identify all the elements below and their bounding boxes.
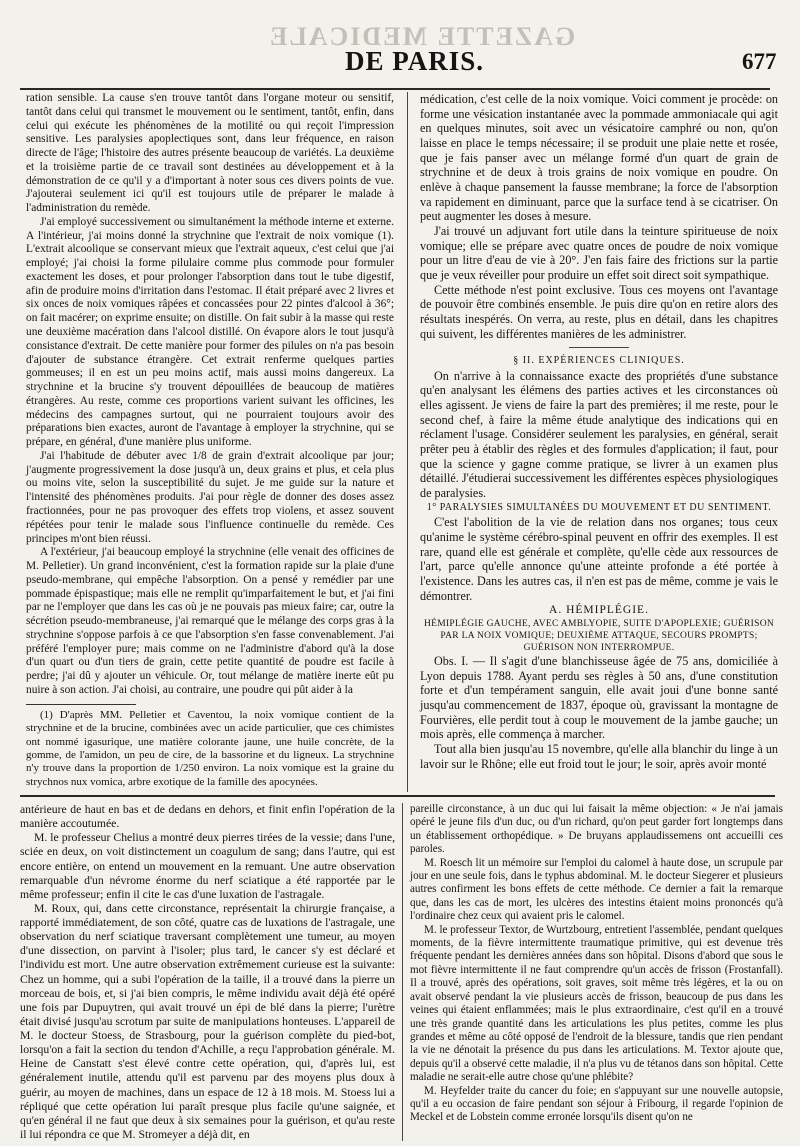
paragraph: M. Roesch lit un mémoire sur l'emploi du calomel à haute dose, un scrupule par jour en une seule fois, dans le typhus abdominal. M. le docteur Siegerer et plusieurs autres confirment les bons effets de cette méthode. Ce dernier a fait la remarque que, dans les cas de mort, les ulcères des intestins étaient moins prononcés qu'à l'ordinaire chez ceux qui avaient pris le calomel.	[410, 856, 783, 923]
paragraph: Cette méthode n'est point exclusive. Tous ces moyens ont l'avantage de pouvoir être combinés ensemble. Je puis dire qu'on en retire alors des résultats inespérés. On verra, au reste, plus en détail, dans les chapitres qui suivent, les différentes manières de les administrer.	[420, 282, 778, 341]
section-rule	[569, 347, 629, 348]
section-divider	[20, 795, 775, 797]
column-bottom-right	[410, 803, 783, 1125]
paragraph: A l'extérieur, j'ai beaucoup employé la strychnine (elle venait des officines de M. Pelletier). Un grand inconvénient, c'est la formation rapide sur la plaie d'une pseudo-membrane, qui empêche l'absorption. On a pensé y remédier par une pommade épispastique; mais elle ne remplit qu'imparfaitement le but, et j'ai fini par ne l'employer que dans les cas où je ne pouvais pas mieux faire; car, outre la sécrétion pseudo-membraneuse, j'ai remarqué que le mélange des corps gras à la strychnine s'oppose parfois à ce que l'absorption s'en fasse convenablement. J'ai préféré l'employer pure; mais comme on ne l'administre d'abord qu'à la dose d'un quart ou d'un tiers de grain, cette petite quantité de poudre est facile à perdre; j'ai dû y ajouter un véhicule. Or, tout mélange de matière inerte eût pu nuire à son action. J'ai choisi, au contraire, une poudre qui pût aider à la	[26, 546, 394, 696]
paragraph: J'ai trouvé un adjuvant fort utile dans la teinture spiritueuse de noix vomique; elle se prépare avec quatre onces de poudre de noix vomique pour un litre d'eau de vie à 20°. J'en fais faire des frictions sur la partie que je veux réveiller pour produire un effet soit direct soit sympathique.	[420, 223, 778, 282]
bleed-through-masthead: GAZETTE MEDICALE	[268, 22, 576, 51]
column-divider	[407, 92, 408, 792]
paragraph: M. le professeur Textor, de Wurtzbourg, entretient l'assemblée, pendant quelques moments, de la fièvre intermittente traumatique primitive, qui est devenue très fréquente pendant les dernières années dans son hôpital. Disons d'abord que sous le mot fièvre intermittente il ne faut comprendre qu'un accès de frisson (Frostanfall). Il a trouvé, après des opérations, soit graves, soit même très légères, et la ou on avait observé pendant la vie plusieurs accès de frisson, beaucoup de pus dans les veines qui étaient enflammées; mais le plus extraordinaire, c'est qu'il en a trouvé une très grande quantité dans les articulations les plus petites, comme les plus grandes et même au côté opposé de l'endroit de la blessure, tandis que rien pendant la vie ne dénotait la présence du pus dans les articulations. M. Textor ajoute que, depuis qu'il a observé cette maladie, il n'a plus vu de tétanos dans son hôpital. Cette maladie ne serait-elle autre chose qu'une phlébite?	[410, 923, 783, 1084]
footnote: (1) D'après MM. Pelletier et Caventou, la noix vomique contient de la strychnine et de la brucine, combinées avec un acide particulier, que ces chimistes ont nommé igasurique, une matière colorante jaune, une huile concrète, de la gomme, de l'amidon, un peu de cire, de la bassorine et du ligneux. La strychnine n'y trouve dans la proportion de 1/250 environ. La noix vomique est la graine du strychnos nux vomica, arbre exotique de la famille des apocynées.	[26, 708, 394, 788]
column-top-right	[420, 92, 778, 771]
page-number: 677	[742, 49, 777, 74]
subsection-heading: 1° PARALYSIES SIMULTANÉES DU MOUVEMENT ET DU SENTIMENT.	[426, 501, 772, 513]
paragraph: C'est l'abolition de la vie de relation dans nos organes; tous ceux qu'anime le système cérébro-spinal peuvent en offrir des exemples. Il est rare, quand elle est générale et complète, qu'elle cède aux ressources de l'art, parce qu'elle annonce qu'une atteinte profonde a été portée à l'existence. Dans les autres cas, il n'en est pas de même, comme je vais le démontrer.	[420, 515, 778, 603]
paragraph: antérieure de haut en bas et de dedans en dehors, et finit enfin l'opération de la manière accoutumée.	[20, 803, 395, 831]
page-title: DE PARIS.	[345, 46, 485, 76]
case-heading: HÉMIPLÉGIE GAUCHE, AVEC AMBLYOPIE, SUITE D'APOPLEXIE; GUÉRISON PAR LA NOIX VOMIQUE; DEUXIÈME ATTAQUE, SECOURS PROMPTS; GUÉRISON NON INTERROMPUE.	[423, 618, 775, 653]
paragraph: M. Roux, qui, dans cette circonstance, représentait la chirurgie française, a rapporté immédiatement, de son côté, quatre cas de luxations de l'astragale, une observation du nerf sciatique traversant complètement une tumeur, au moyen d'une dissection, on parvint à l'isoler; plus tard, le cancer s'y est déclaré et l'individu est mort. Une autre observation extrêmement curieuse est la suivante: Chez un homme, qui a subi l'opération de la taille, il a trouvé dans la pierre un morceau de bois, et, si j'ai bien compris, le même individu avait déjà été opéré une fois par Dupuytren, qui avait trouvé un épi de blé dans la pierre; l'urètre était divisé jusqu'au scrotum par suite de manipulations honteuses. L'appareil de M. le docteur Stoess, de Strasbourg, pour la guérison complète du pied-bot, lorsqu'on a fait la section du tendon d'Achille, a reçu l'approbation générale. M. Heine de Canstatt s'est élevé contre cette opération, qui, d'après lui, est généralement inutile, attendu qu'il est parvenu par des moyens plus doux à guérir, au moyen de machines, dans un espace de 12 à 18 mois. M. Stoess lui a répliqué que cette opération lui paraît presque plus facile qu'une saignée, et qu'en général il ne faut que deux à six semaines pour la guérison, et qu'au reste il lui répondra ce que M. Stromeyer a déjà dit, en	[20, 901, 395, 1141]
paragraph: On n'arrive à la connaissance exacte des propriétés d'une substance qu'en analysant les élémens des parties actives et les circonstances où elles agissent. Je viens de faire la part des premières; il me reste, pour le second chef, à faire la même étude analytique des indications qui en réclament l'usage. Considérer seulement les paralysies, en général, serait prêter peu à établir des règles et des formules d'application; il faut, pour que la science y gagne comme pratique, se livrer à un examen plus détaillé. J'étudierai successivement les différentes espèces physiologiques de paralysies.	[420, 368, 778, 501]
paragraph: ration sensible. La cause s'en trouve tantôt dans l'organe moteur ou sensitif, tantôt dans celui qui transmet le mouvement ou le sentiment, tantôt, enfin, dans celui qui exécute les phénomènes de la motilité ou qui reçoit l'impression sensitive. Les paralysies apoplectiques sont, dans leur fréquence, en raison directe de l'âge; l'histoire des autres présente beaucoup de variétés. La deuxième et la troisième partie de ce travail sont destinées au développement et à la démonstration de ce qu'il y a d'important à noter sous ces divers points de vue. J'ajouterai seulement ici qu'il est toujours utile de préparer le malade à l'administration du remède.	[26, 92, 394, 215]
paragraph: médication, c'est celle de la noix vomique. Voici comment je procède: on forme une vésication instantanée avec la pommade ammoniacale qui agit en quelques minutes, soit avec un vésicatoire camphré ou non, qu'on laisse en place le temps nécessaire; il se produit une plaie nette et rosée, que je fais panser avec un mélange formé d'un quart de grain de strychnine et de deux à trois grains de noix vomique en poudre. On enlève à chaque pansement la fausse membrane; la force de l'absorption va rapidement en diminuant, parce que la surface tend à se cicatriser. On peut augmenter les doses à mesure.	[420, 92, 778, 224]
paragraph: J'ai l'habitude de débuter avec 1/8 de grain d'extrait alcoolique par jour; j'augmente progressivement la dose jusqu'à un, deux grains et plus, et cela plus ou moins vite, selon la susceptibilité du sujet. Je me guide sur la nature et l'intensité des phénomènes produits. J'ai pour règle de donner des doses assez fractionnées, pour ne pas provoquer des effets trop violens, et assez souvent répétées pour tenir le malade sous l'influence continuelle du remède. Ces principes m'ont bien réussi.	[26, 449, 394, 545]
paragraph: pareille circonstance, à un duc qui lui faisait la même objection: « Je n'ai jamais opéré le jeune fils d'un duc, ou d'un richard, qu'on peut garder fort longtemps dans un établissement orthopédique. » De bruyans applaudissemens ont accueilli ces paroles.	[410, 803, 783, 856]
paragraph: Tout alla bien jusqu'au 15 novembre, qu'elle alla blanchir du linge à un lavoir sur le Rhône; elle eut froid tout le jour; le soir, après avoir monté	[420, 741, 778, 771]
header-rule	[20, 88, 770, 90]
letter-heading: A. HÉMIPLÉGIE.	[549, 604, 649, 617]
paragraph: Obs. I. — Il s'agit d'une blanchisseuse âgée de 75 ans, domiciliée à Lyon depuis 1788. Ayant perdu ses règles à 50 ans, d'une constitution forte et d'un tempérament sanguin, elle avait joui d'une bonne santé jusqu'au commencement de 1837, époque où, gravissant la montagne de Fourvières, elle perdit tout à coup le mouvement de la jambe gauche; un mois après, elle commença à marcher.	[420, 653, 778, 742]
paragraph: M. Heyfelder traite du cancer du foie; en s'appuyant sur une nouvelle autopsie, qu'il a eu occasion de faire pendant son séjour à Fribourg, il regarde l'opinion de Meckel et de Lobstein comme erronée lorsqu'ils disent qu'on ne	[410, 1084, 783, 1124]
paragraph: M. le professeur Chelius a montré deux pierres tirées de la vessie; dans l'une, sciée en deux, on voit distinctement un coagulum de sang; dans l'autre, qui est encore entière, on entend un mouvement en la remuant. Une autre observation remarquable d'un névrome énorme du nerf sciatique a été rapportée par le même professeur; enfin il cite le cas d'une luxation de l'astragale.	[20, 831, 395, 901]
column-bottom-left	[20, 803, 395, 1142]
column-divider	[402, 803, 403, 1141]
footnote-rule	[26, 704, 136, 705]
column-top-left	[26, 92, 394, 789]
section-heading: § II. EXPÉRIENCES CLINIQUES.	[513, 355, 685, 367]
paragraph: J'ai employé successivement ou simultanément la méthode interne et externe. A l'intérieur, j'ai moins donné la strychnine que l'extrait de noix vomique (1). L'extrait alcoolique se conservant mieux que l'extrait aqueux, c'est celui que j'ai employé; j'ai choisi la forme pilulaire comme plus commode pour formuler exactement les doses, et pour prolonger l'absorption dans tout le tube digestif, afin de produire moins d'irritation dans l'estomac. Il était préparé avec 2 livres et six onces de noix vomiques râpées et concassées pour 22 pintes d'alcool à 36°; on fait macérer; on exprime ensuite; on distille. On fait subir à la masse qui reste une deuxième macération dans l'alcool distillé. On évapore alors le tout jusqu'à consistance d'extrait. De cette manière pour former des pilules on n'a pas besoin d'ajouter de substance étrangère. Cet extrait renferme quelques parties gommeuses; il en est un peu moins actif, mais aussi moins dangereux. La strychnine et la brucine s'y trouvent dépouillées de beaucoup de matières étrangères. Au reste, comme ces proportions varient suivant les officines, les médecins des campagnes surtout, qui ne pourraient toujours avoir des préparations bien exactes, auront de l'avantage à employer la strychnine, qui se prépare, en général, d'une manière plus uniforme.	[26, 215, 394, 449]
